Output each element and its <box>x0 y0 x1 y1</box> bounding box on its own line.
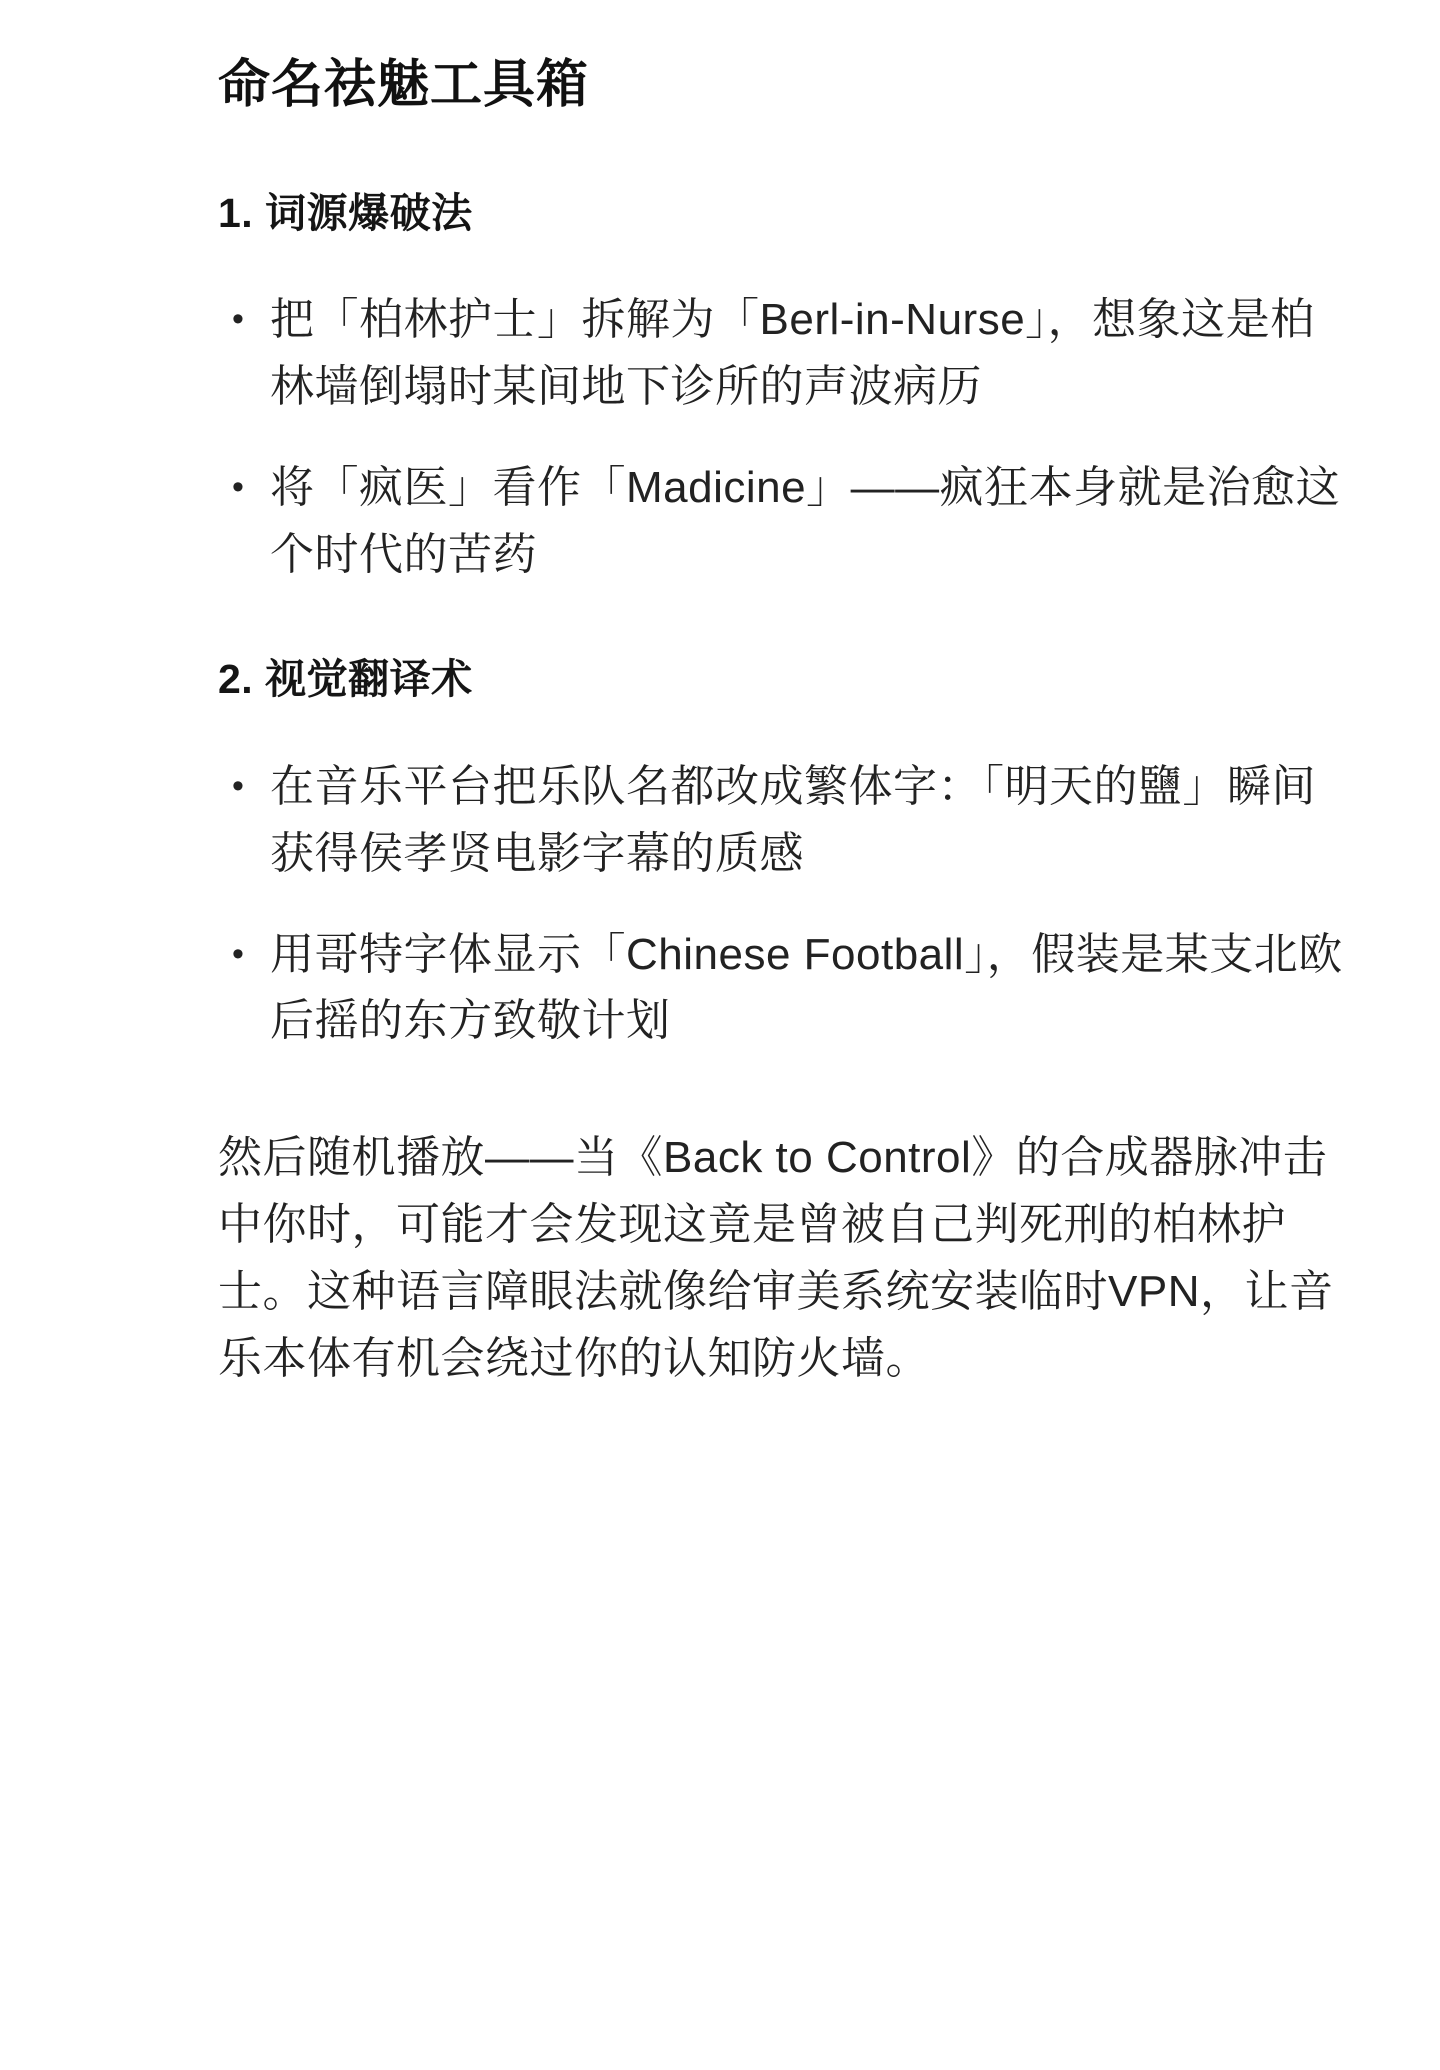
list-item: • 在音乐平台把乐队名都改成繁体字：「明天的鹽」瞬间获得侯孝贤电影字幕的质感 <box>218 754 1350 888</box>
page-title: 命名祛魅工具箱 <box>218 56 590 114</box>
list-item: • 用哥特字体显示「Chinese Football」，假装是某支北欧后摇的东方致敬计划 <box>218 922 1350 1056</box>
list-item: • 将「疯医」看作「Madicine」——疯狂本身就是治愈这个时代的苦药 <box>218 455 1350 589</box>
section-etymology <box>218 186 1350 589</box>
section-heading: 2. 视觉翻译术 <box>218 656 473 703</box>
bullet-list <box>218 754 1350 1056</box>
section-visual-translation <box>218 652 1350 1055</box>
bullet-list <box>218 287 1350 589</box>
section-heading: 1. 词源爆破法 <box>218 189 473 236</box>
list-item: • 把「柏林护士」拆解为「Berl-in-Nurse」，想象这是柏林墙倒塌时某间地下诊所的声波病历 <box>218 287 1350 421</box>
closing-paragraph: 然后随机播放——当《Back to Control》的合成器脉冲击中你时，可能才会发现这竟是曾被自己判死刑的柏林护士。这种语言障眼法就像给审美系统安装临时VPN，让音乐本体有机会绕过你的认知防火墙。 <box>218 1133 1334 1383</box>
